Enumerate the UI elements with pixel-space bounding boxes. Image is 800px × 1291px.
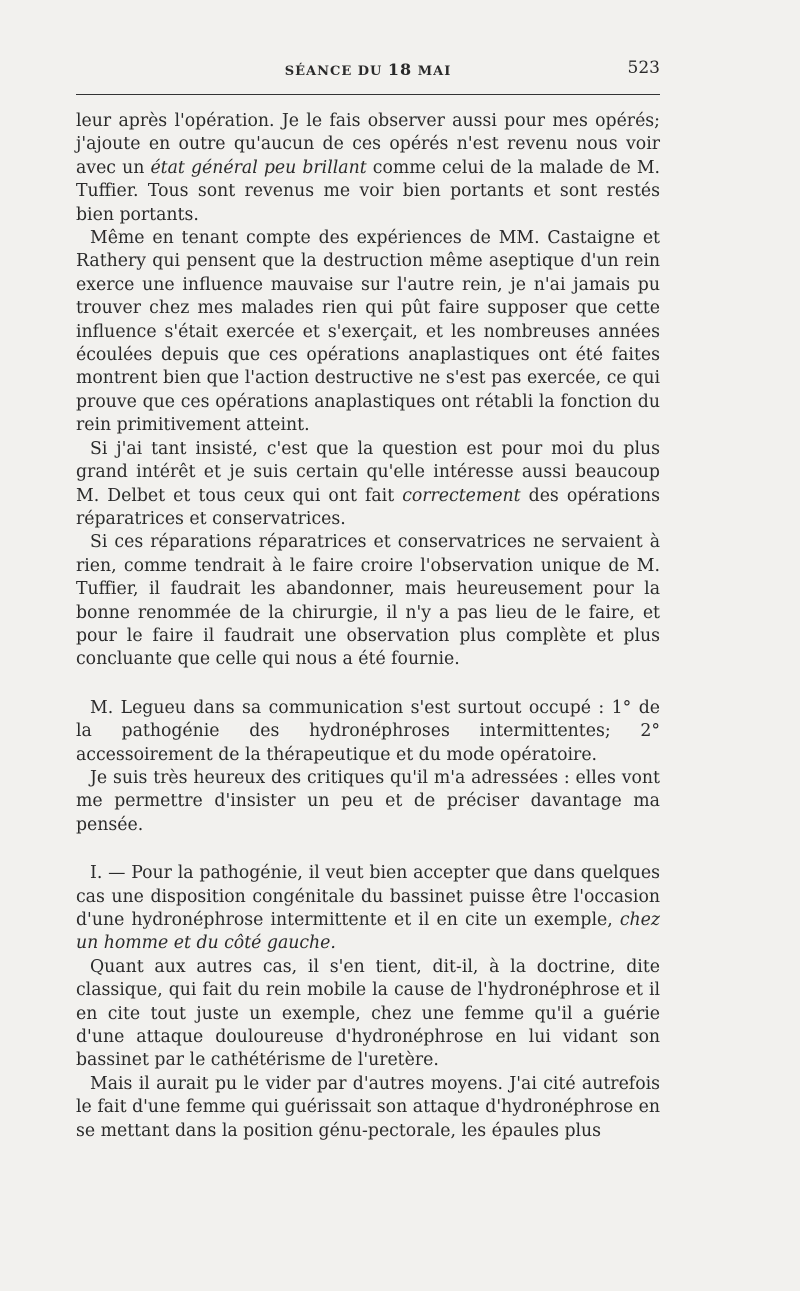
page-number: 523 [627,58,660,78]
running-head-day: 18 [387,60,413,79]
body-text [76,110,660,1143]
paragraph: leur après l'opération. Je le fais observer aussi pour mes opérés; j'ajoute en outre qu'aucun de ces opérés n'est revenu nous voir avec un état général peu brillant comme celui de la malade de M. Tuffier. Tous sont revenus me voir bien portants et sont restés bien portants. [76,111,661,225]
header-rule [76,94,660,95]
paragraph: M. Legueu dans sa communication s'est surtout occupé : 1° de la pathogénie des hydronéphroses intermittentes; 2° accessoirement de la thérapeutique et du mode opératoire. [76,697,660,765]
paragraph: Je suis très heureux des critiques qu'il m'a adressées : elles vont me permettre d'insister un peu et de préciser davantage ma pensée. [76,767,660,835]
paragraph: Même en tenant compte des expériences de MM. Castaigne et Rathery qui pensent que la destruction même aseptique d'un rein exerce une influence mauvaise sur l'autre rein, je n'ai jamais pu trouver chez mes malades rien qui pût faire supposer que cette influence s'était exercée et s'exerçait, et les nombreuses années écoulées depuis que ces opérations anaplastiques ont été faites montrent bien que l'action destructive ne s'est pas exercée, ce qui prouve que ces opérations anaplastiques ont rétabli la fonction du rein primitivement atteint. [76,228,660,436]
emphasis: état général peu brillant [150,157,367,178]
paragraph: I. — Pour la pathogénie, il veut bien accepter que dans quelques cas une disposition congénitale du bassinet puisse être l'occasion d'une hydronéphrose intermittente et il en cite un exemple, chez un homme et du côté gauche. [76,863,660,954]
paragraph: Mais il aurait pu le vider par d'autres moyens. J'ai cité autrefois le fait d'une femme qui guérissait son attaque d'hydronéphrose en se mettant dans la position génu-pectorale, les épaules plus [76,1073,660,1141]
paragraph: Si j'ai tant insisté, c'est que la question est pour moi du plus grand intérêt et je suis certain qu'elle intéresse aussi beaucoup M. Delbet et tous ceux qui ont fait correctement des opérations réparatrices et conservatrices. [76,438,660,529]
emphasis: chez un homme et du côté gauche. [76,910,660,954]
paragraph: Si ces réparations réparatrices et conservatrices ne servaient à rien, comme tendrait à le faire croire l'observation unique de M. Tuffier, il faudrait les abandonner, mais heureusement pour la bonne renommée de la chirurgie, il n'y a pas lieu de le faire, et pour le faire il faudrait une observation plus complète et plus concluante que celle qui nous a été fournie. [76,532,660,670]
running-head-month: MAI [417,64,452,79]
emphasis: correctement [402,485,521,506]
running-head-prefix: SÉANCE DU [284,64,383,79]
paragraph: Quant aux autres cas, il s'en tient, dit-il, à la doctrine, dite classique, qui fait du rein mobile la cause de l'hydronéphrose et il en cite tout juste un exemple, chez une femme qu'il a guérie d'une attaque douloureuse d'hydronéphrose en lui vidant son bassinet par le cathétérisme de l'uretère. [76,956,660,1071]
page-header [76,58,660,88]
running-head [76,60,660,79]
